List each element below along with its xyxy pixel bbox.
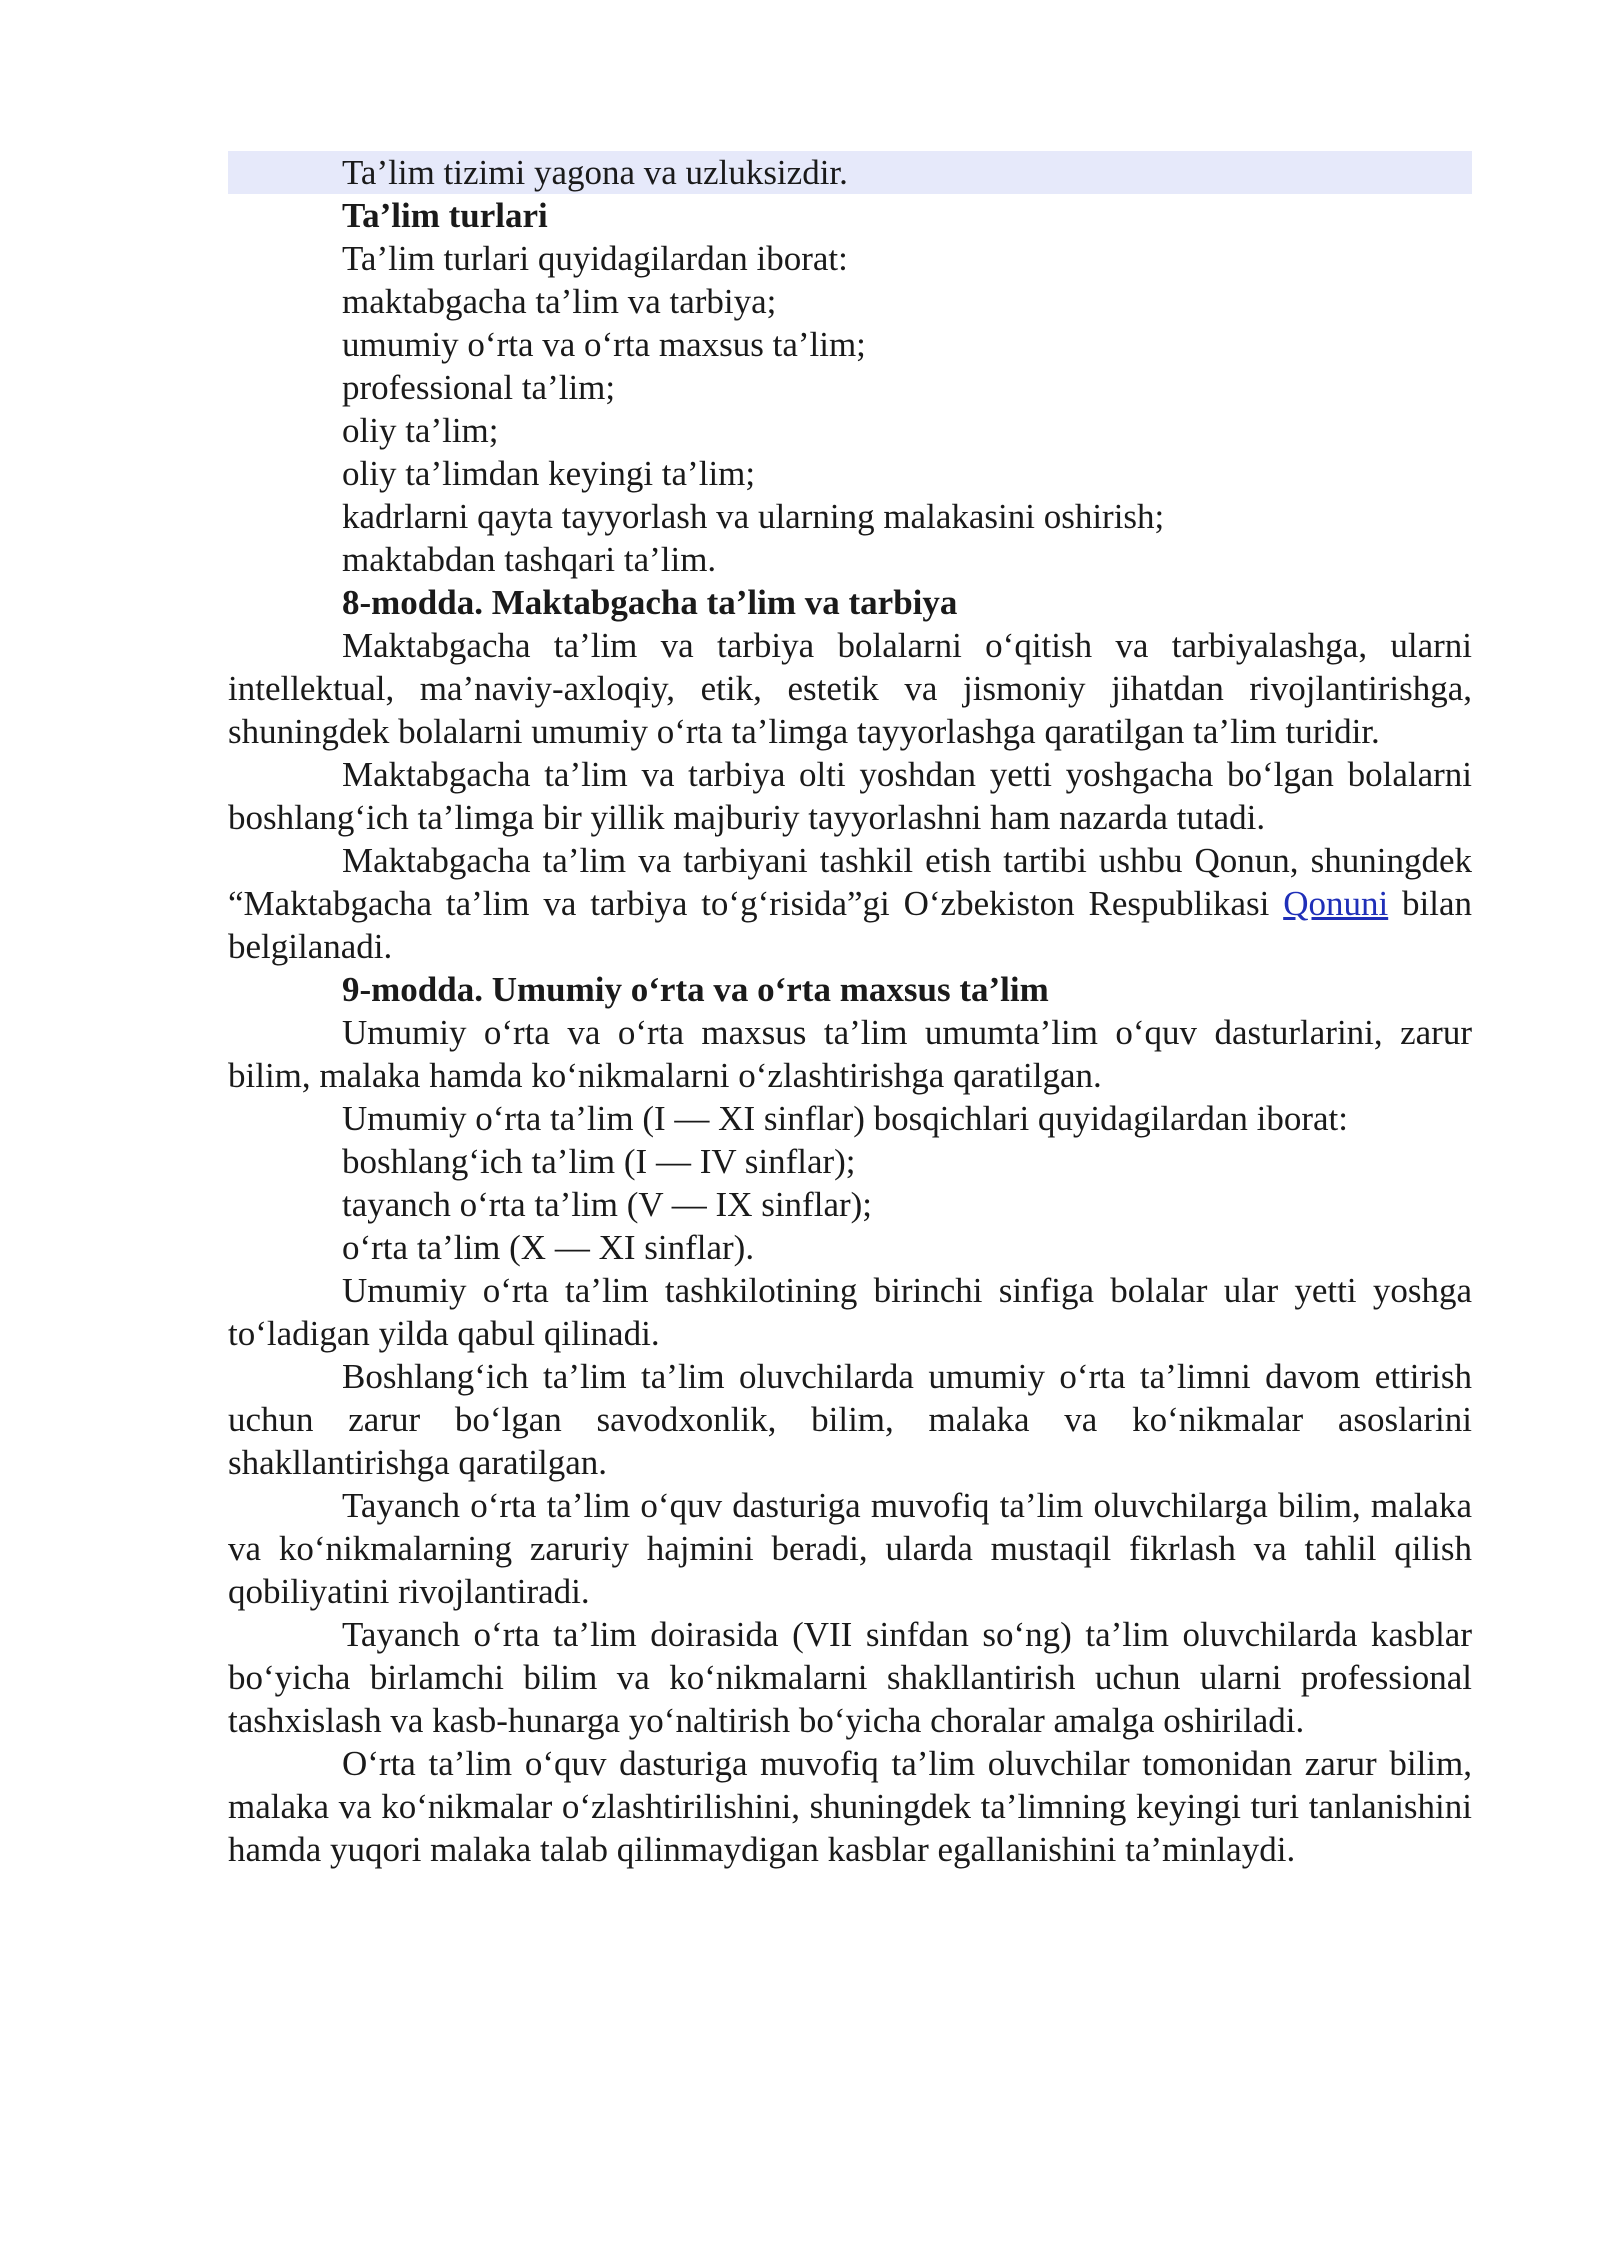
- article-8-paragraph-3-text: Maktabgacha ta’lim va tarbiyani tashkil etish tartibi ushbu Qonun, shuningdek “Maktabgacha ta’lim va tarbiya to‘g‘risida”gi O‘zbekiston Respublikasi: [228, 841, 1472, 923]
- article-8-paragraph-3: [228, 839, 1472, 968]
- list-item: maktabgacha ta’lim va tarbiya;: [342, 282, 777, 321]
- article-9-paragraph-4: Boshlang‘ich ta’lim ta’lim oluvchilarda umumiy o‘rta ta’limni davom ettirish uchun zarur bo‘lgan savodxonlik, bilim, malaka va ko‘nikmalar asoslarini shakllantirishga qaratilgan.: [228, 1357, 1472, 1482]
- article-9-paragraph-3: Umumiy o‘rta ta’lim tashkilotining birinchi sinfiga bolalar ular yetti yoshga to‘ladigan yilda qabul qilinadi.: [228, 1271, 1472, 1353]
- article-9-paragraph-2: Umumiy o‘rta ta’lim (I — XI sinflar) bosqichlari quyidagilardan iborat:: [342, 1099, 1348, 1138]
- list-intro: Ta’lim turlari quyidagilardan iborat:: [342, 239, 848, 278]
- intro-paragraph: Ta’lim tizimi yagona va uzluksizdir.: [228, 151, 1472, 194]
- list-item: professional ta’lim;: [342, 368, 616, 407]
- list-item: umumiy o‘rta va o‘rta maxsus ta’lim;: [342, 325, 866, 364]
- article-8-paragraph-1: Maktabgacha ta’lim va tarbiya bolalarni o‘qitish va tarbiyalashga, ularni intellektual, ma’naviy-axloqiy, etik, estetik va jismoniy jihatdan rivojlantirishga, shuningdek bolalarni umumiy o‘rta ta’limga tayyorlashga qaratilgan ta’lim turidir.: [228, 626, 1472, 751]
- article-9-paragraph-6: Tayanch o‘rta ta’lim doirasida (VII sinfdan so‘ng) ta’lim oluvchilarda kasblar bo‘yicha birlamchi bilim va ko‘nikmalarni shakllantirish uchun ularni professional tashxislash va kasb-hunarga yo‘naltirish bo‘yicha choralar amalga oshiriladi.: [228, 1615, 1472, 1740]
- document-page: [228, 151, 1472, 1871]
- list-item: kadrlarni qayta tayyorlash va ularning malakasini oshirish;: [342, 497, 1165, 536]
- list-item: tayanch o‘rta ta’lim (V — IX sinflar);: [342, 1185, 873, 1224]
- article-9-paragraph-1: Umumiy o‘rta va o‘rta maxsus ta’lim umumta’lim o‘quv dasturlarini, zarur bilim, malaka hamda ko‘nikmalarni o‘zlashtirishga qaratilgan.: [228, 1013, 1472, 1095]
- article-8-paragraph-3-tail: bilan belgilanadi.: [228, 884, 1473, 966]
- section-heading-talim-turlari: Ta’lim turlari: [342, 196, 548, 235]
- article-9-paragraph-7: O‘rta ta’lim o‘quv dasturiga muvofiq ta’lim oluvchilar tomonidan zarur bilim, malaka va ko‘nikmalar o‘zlashtirilishini, shuningdek ta’limning keyingi turi tanlanishini hamda yuqori malaka talab qilinmaydigan kasblar egallanishini ta’minlaydi.: [228, 1744, 1472, 1869]
- list-item: maktabdan tashqari ta’lim.: [342, 540, 717, 579]
- qonuni-link[interactable]: Qonuni: [1283, 884, 1389, 923]
- article-8-heading: 8-modda. Maktabgacha ta’lim va tarbiya: [342, 583, 958, 622]
- article-9-heading: 9-modda. Umumiy o‘rta va o‘rta maxsus ta’lim: [342, 970, 1049, 1009]
- list-item: oliy ta’limdan keyingi ta’lim;: [342, 454, 756, 493]
- list-item: oliy ta’lim;: [342, 411, 499, 450]
- list-item: boshlang‘ich ta’lim (I — IV sinflar);: [342, 1142, 856, 1181]
- list-item: o‘rta ta’lim (X — XI sinflar).: [342, 1228, 755, 1267]
- article-8-paragraph-2: Maktabgacha ta’lim va tarbiya olti yoshdan yetti yoshgacha bo‘lgan bolalarni boshlang‘ich ta’limga bir yillik majburiy tayyorlashni ham nazarda tutadi.: [228, 755, 1472, 837]
- article-9-paragraph-5: Tayanch o‘rta ta’lim o‘quv dasturiga muvofiq ta’lim oluvchilarga bilim, malaka va ko‘nikmalarning zaruriy hajmini beradi, ularda mustaqil fikrlash va tahlil qilish qobiliyatini rivojlantiradi.: [228, 1486, 1472, 1611]
